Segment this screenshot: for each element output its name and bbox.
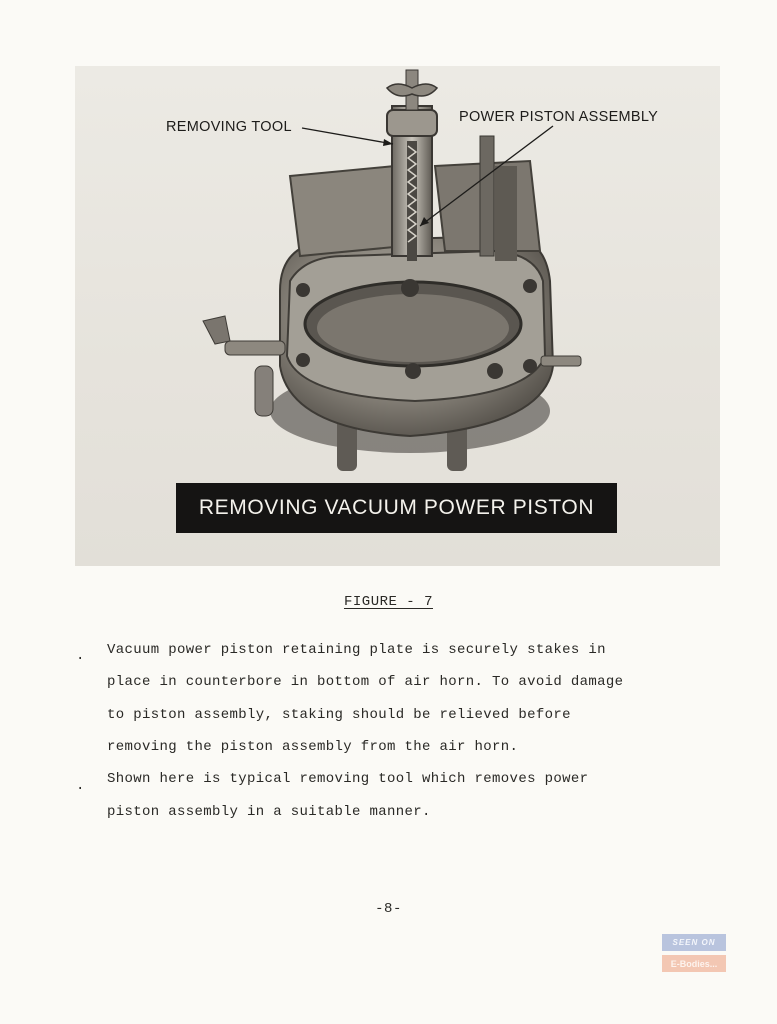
callout-power-piston-assembly: POWER PISTON ASSEMBLY bbox=[459, 109, 659, 125]
bullet-2-line-1: Shown here is typical removing tool which removes power bbox=[107, 771, 589, 787]
figure-caption bbox=[0, 594, 777, 610]
figure-caption-text: FIGURE - 7 bbox=[343, 594, 433, 610]
bullet-2-line-2: piston assembly in a suitable manner. bbox=[107, 804, 431, 820]
watermark-bottom: E-Bodies... bbox=[662, 955, 726, 972]
bullet-1-line-3: to piston assembly, staking should be relieved before bbox=[107, 707, 571, 723]
figure-banner: REMOVING VACUUM POWER PISTON bbox=[176, 483, 617, 533]
bullet-marker: . bbox=[76, 648, 85, 664]
figure-photo bbox=[75, 66, 720, 566]
bullet-marker: . bbox=[76, 778, 85, 794]
watermark-logo bbox=[662, 934, 726, 974]
watermark-top: SEEN ON bbox=[662, 934, 726, 951]
page-number: -8- bbox=[375, 901, 402, 917]
bullet-1-line-2: place in counterbore in bottom of air horn. To avoid damage bbox=[107, 674, 624, 690]
bullet-1-line-4: removing the piston assembly from the air horn. bbox=[107, 739, 519, 755]
bullet-1-line-1: Vacuum power piston retaining plate is securely stakes in bbox=[107, 642, 606, 658]
callout-removing-tool: REMOVING TOOL bbox=[166, 119, 292, 135]
